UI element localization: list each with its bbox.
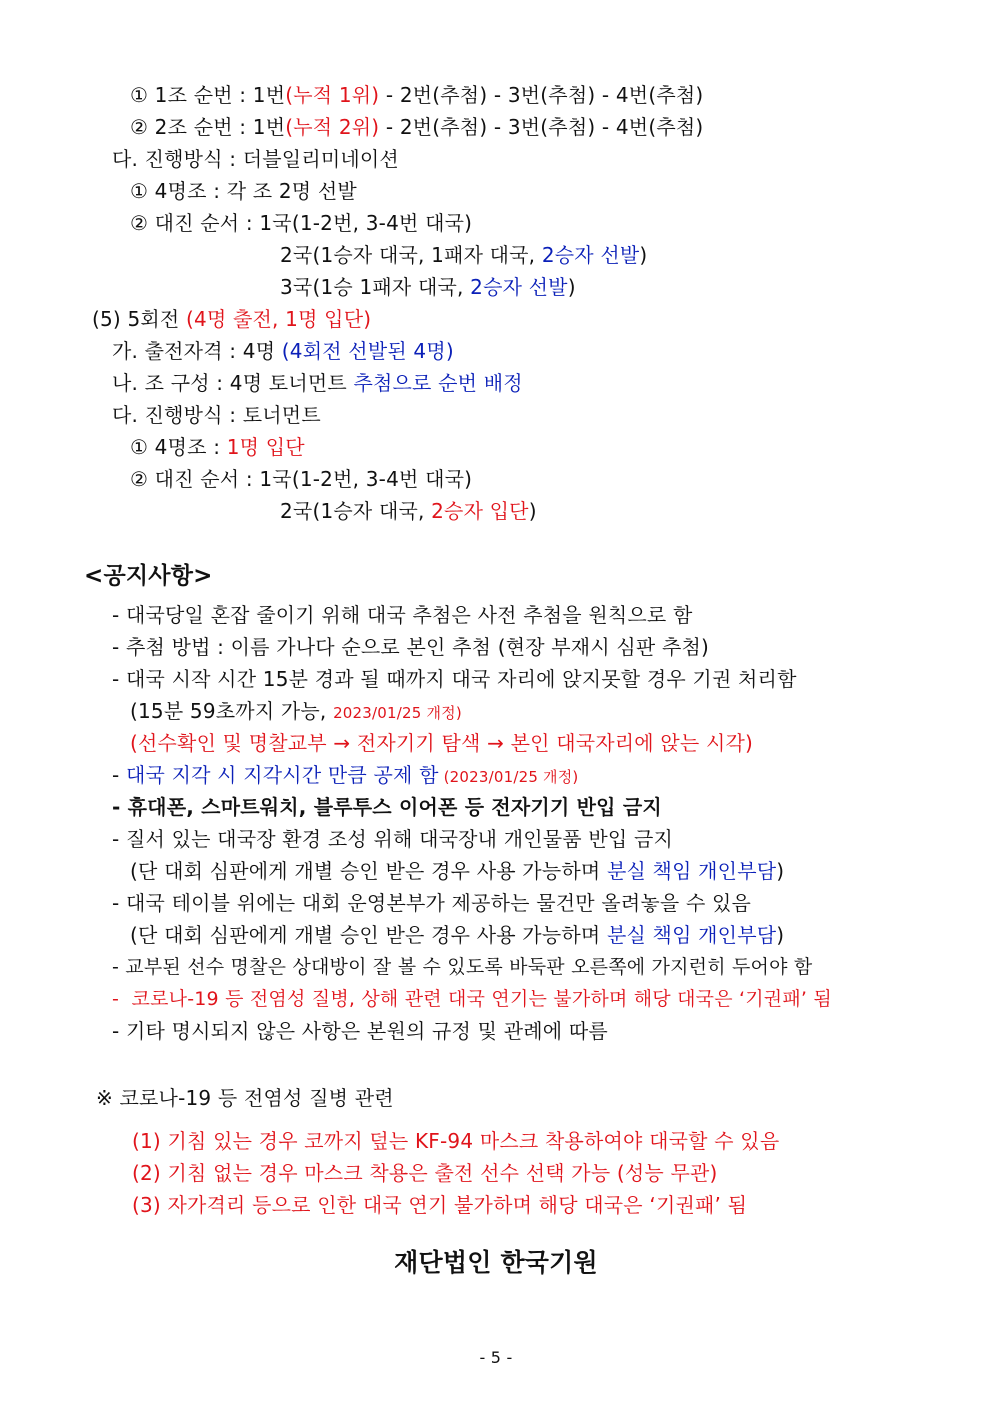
notice-item-6-sub-text: (단 대회 심판에게 개별 승인 받은 경우 사용 가능하며: [130, 859, 607, 883]
r4-match-3-text: 3국(1승 1패자 대국,: [280, 275, 471, 299]
notice-item-8: - 교부된 선수 명찰은 상대방이 잘 볼 수 있도록 바둑판 오른쪽에 가지런히 두어야 함: [112, 956, 813, 978]
r4-order-2: [130, 114, 703, 140]
r4-match-2: [280, 242, 647, 268]
notice-item-4-dash: -: [112, 763, 126, 787]
r4-match-1: ② 대진 순서 : 1국(1-2번, 3-4번 대국): [130, 211, 473, 235]
r4-order-2-highlight: (누적 2위): [285, 115, 380, 139]
r5-qualification: [112, 338, 454, 364]
notice-item-9: - 코로나-19 등 전염성 질병, 상해 관련 대국 연기는 불가하며 해당 대국은 ‘기권패’ 됨: [112, 988, 832, 1010]
notice-item-3-sub-text: (15분 59초까지 가능,: [130, 699, 334, 723]
r5-group-composition: [112, 370, 523, 396]
r5-4p-highlight: 1명 입단: [226, 435, 305, 459]
r4-order-2-text: ② 2조 순번 : 1번: [130, 115, 286, 139]
notice-item-7-sub: [130, 922, 784, 948]
notice-title: <공지사항>: [84, 563, 213, 589]
organization-name: 재단법인 한국기원: [394, 1248, 598, 1277]
r5-method: 다. 진행방식 : 토너먼트: [112, 403, 321, 427]
r5-match-2-end: ): [528, 499, 537, 523]
r4-match-3-end: ): [567, 275, 576, 299]
r4-match-2-text: 2국(1승자 대국, 1패자 대국,: [280, 243, 542, 267]
r4-method: 다. 진행방식 : 더블일리미네이션: [112, 147, 399, 171]
r4-order-1-highlight: (누적 1위): [285, 83, 380, 107]
r5-title: [92, 306, 371, 332]
r4-order-1-text: ① 1조 순번 : 1번: [130, 83, 286, 107]
notice-item-3: - 대국 시작 시간 15분 경과 될 때까지 대국 자리에 앉지못할 경우 기권 처리함: [112, 667, 797, 691]
r5-match-2: [280, 498, 537, 524]
notice-item-1: - 대국당일 혼잡 줄이기 위해 대국 추첨은 사전 추첨을 원칙으로 함: [112, 603, 693, 627]
notice-item-10: - 기타 명시되지 않은 사항은 본원의 규정 및 관례에 따름: [112, 1019, 608, 1043]
r4-match-3-highlight: 2승자 선발: [470, 275, 568, 299]
covid-item-3: (3) 자가격리 등으로 인한 대국 연기 불가하며 해당 대국은 ‘기권패’ 됨: [132, 1193, 748, 1217]
r5-qual-highlight: (4회전 선발된 4명): [281, 339, 454, 363]
notice-item-6-end: ): [776, 859, 785, 883]
r5-match-2-text: 2국(1승자 대국,: [280, 499, 432, 523]
notice-item-6-sub: [130, 858, 784, 884]
covid-item-2: (2) 기침 없는 경우 마스크 착용은 출전 선수 선택 가능 (성능 무관): [132, 1161, 718, 1185]
r5-4p-text: ① 4명조 :: [130, 435, 227, 459]
notice-item-6-highlight: 분실 책임 개인부담: [606, 859, 777, 883]
r4-match-2-highlight: 2승자 선발: [541, 243, 640, 267]
r4-order-2-rest: - 2번(추첨) - 3번(추첨) - 4번(추첨): [379, 115, 704, 139]
notice-item-3-flow: (선수확인 및 명찰교부 → 전자기기 탐색 → 본인 대국자리에 앉는 시각): [130, 731, 754, 755]
r5-group-highlight: 추첨으로 순번 배정: [353, 371, 523, 395]
notice-item-3-sub: [130, 698, 462, 726]
r5-4p-group: [130, 434, 305, 460]
r5-title-text: (5) 5회전: [92, 307, 187, 331]
notice-item-6: - 질서 있는 대국장 환경 조성 위해 대국장내 개인물품 반입 금지: [112, 827, 673, 851]
r4-group: ① 4명조 : 각 조 2명 선발: [130, 179, 357, 203]
r4-order-1: [130, 82, 703, 108]
r5-match-2-highlight: 2승자 입단: [431, 499, 529, 523]
page-number: - 5 -: [479, 1348, 513, 1367]
r4-match-2-end: ): [639, 243, 648, 267]
r5-qual-text: 가. 출전자격 : 4명: [112, 339, 282, 363]
r5-title-highlight: (4명 출전, 1명 입단): [186, 307, 372, 331]
notice-item-7-end: ): [776, 923, 785, 947]
notice-item-3-revision: 2023/01/25 개정): [333, 704, 462, 722]
r4-order-1-rest: - 2번(추첨) - 3번(추첨) - 4번(추첨): [379, 83, 704, 107]
notice-item-7-sub-text: (단 대회 심판에게 개별 승인 받은 경우 사용 가능하며: [130, 923, 607, 947]
notice-item-7-highlight: 분실 책임 개인부담: [606, 923, 777, 947]
notice-item-5: - 휴대폰, 스마트워치, 블루투스 이어폰 등 전자기기 반입 금지: [112, 795, 662, 819]
r5-group-text: 나. 조 구성 : 4명 토너먼트: [112, 371, 354, 395]
notice-item-7: - 대국 테이블 위에는 대회 운영본부가 제공하는 물건만 올려놓을 수 있음: [112, 891, 752, 915]
r5-match-1: ② 대진 순서 : 1국(1-2번, 3-4번 대국): [130, 467, 473, 491]
notice-item-2: - 추첨 방법 : 이름 가나다 순으로 본인 추첨 (현장 부재시 심판 추첨): [112, 635, 710, 659]
notice-item-4-highlight: 대국 지각 시 지각시간 만큼 공제 함: [125, 763, 439, 787]
covid-title: ※ 코로나-19 등 전염성 질병 관련: [96, 1086, 394, 1110]
covid-item-1: (1) 기침 있는 경우 코까지 덮는 KF-94 마스크 착용하여야 대국할 수 있음: [132, 1129, 780, 1153]
notice-item-4-revision: (2023/01/25 개정): [438, 768, 579, 786]
r4-match-3: [280, 274, 576, 300]
notice-item-4: [112, 762, 579, 790]
